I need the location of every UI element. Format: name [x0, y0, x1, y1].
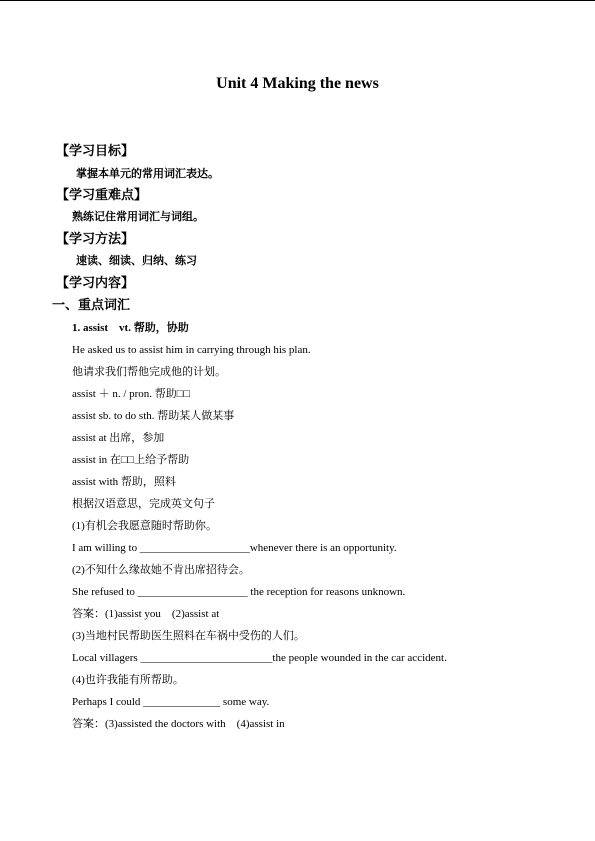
exercise-instructions: 根据汉语意思，完成英文句子: [72, 498, 215, 510]
exercise-sentence-english: Perhaps I could ______________ some way.: [72, 696, 270, 708]
usage-line: assist in 在□□上给予帮助: [72, 454, 190, 466]
exercise-prompt-chinese: (4)也许我能有所帮助。: [72, 674, 184, 686]
page-title: Unit 4 Making the news: [216, 75, 379, 92]
answer-line: 答案：(1)assist you (2)assist at: [72, 608, 220, 620]
usage-line: assist at 出席，参加: [72, 432, 165, 444]
usage-line: assist with 帮助，照料: [72, 476, 176, 488]
example-chinese: 他请求我们帮他完成他的计划。: [72, 366, 226, 378]
methods-text: 速读、细读、归纳、练习: [76, 255, 197, 267]
exercise-sentence-english: She refused to ____________________ the reception for reasons unknown.: [72, 586, 406, 598]
objective-text: 掌握本单元的常用词汇表达。: [76, 168, 219, 180]
section-heading-key-vocabulary: 一、重点词汇: [52, 297, 131, 312]
key-points-text: 熟练记住常用词汇与词组。: [72, 211, 204, 223]
objective-heading: 【学习目标】: [56, 143, 135, 158]
key-points-heading: 【学习重难点】: [56, 187, 148, 202]
usage-line: assist ＋ n. / pron. 帮助□□: [72, 388, 191, 400]
answer-line: 答案：(3)assisted the doctors with (4)assist in: [72, 718, 285, 730]
methods-heading: 【学习方法】: [56, 231, 135, 246]
exercise-prompt-chinese: (3)当地村民帮助医生照料在车祸中受伤的人们。: [72, 630, 305, 642]
exercise-sentence-english: I am willing to ____________________whenever there is an opportunity.: [72, 542, 397, 554]
exercise-prompt-chinese: (1)有机会我愿意随时帮助你。: [72, 520, 217, 532]
exercise-sentence-english: Local villagers ________________________the people wounded in the car accident.: [72, 652, 447, 664]
exercise-prompt-chinese: (2)不知什么缘故她不肯出席招待会。: [72, 564, 250, 576]
content-heading: 【学习内容】: [56, 275, 135, 290]
top-border-line: [0, 0, 595, 1]
vocab-entry-heading: 1. assist vt. 帮助，协助: [72, 322, 189, 334]
example-english: He asked us to assist him in carrying through his plan.: [72, 344, 311, 356]
usage-line: assist sb. to do sth. 帮助某人做某事: [72, 410, 235, 422]
